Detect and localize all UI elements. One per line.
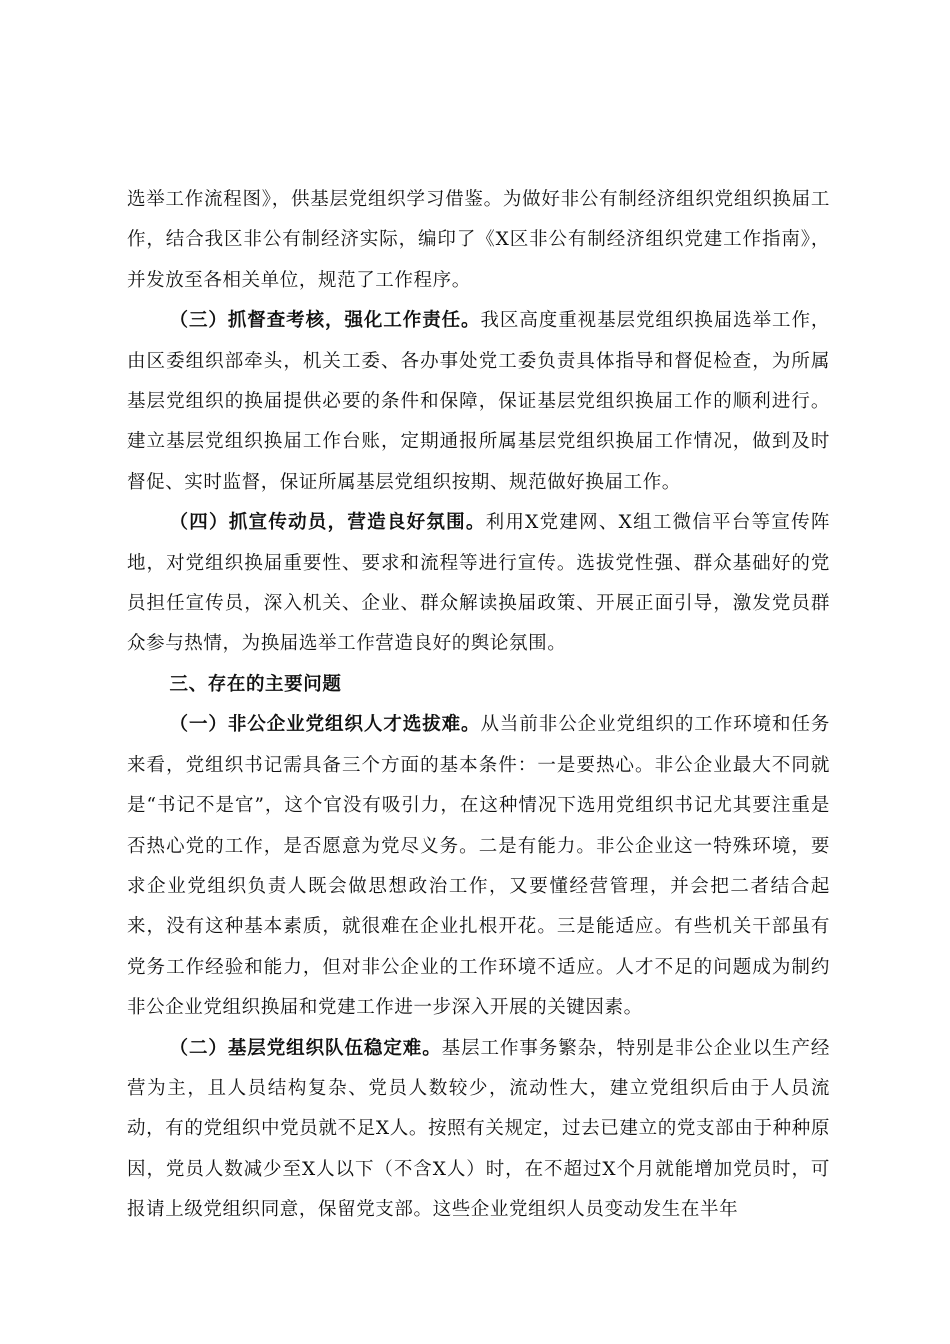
paragraph-text: 从当前非公企业党组织的工作环境和任务来看，党组织书记需具备三个方面的基本条件：一是要热心。非公企业最大不同就是“书记不是官”，这个官没有吸引力，在这种情况下选用党组织书记尤其要注重是否热心党的工作，是否愿意为党尽义务。二是有能力。非公企业这一特殊环境，要求企业党组织负责人既会做思想政治工作，又要懂经营管理，并会把二者结合起来，没有这种基本素质，就很难在企业扎根开花。三是能适应。有些机关干部虽有党务工作经验和能力，但对非公企业的工作环境不适应。人才不足的问题成为制约非公企业党组织换届和党建工作进一步深入开展的关键因素。 <box>127 714 830 1019</box>
paragraph-problem-talent <box>127 705 830 1028</box>
document-page <box>127 180 830 1231</box>
paragraph-publicity <box>127 503 830 665</box>
paragraph-lead: （四）抓宣传动员，营造良好氛围。 <box>169 512 486 534</box>
paragraph-lead: （二）基层党组织队伍稳定难。 <box>169 1037 442 1059</box>
section-heading: 三、存在的主要问题 <box>169 673 342 695</box>
paragraph-text: 基层工作事务繁杂，特别是非公企业以生产经营为主，且人员结构复杂、党员人数较少，流动性大，建立党组织后由于人员流动，有的党组织中党员就不足X人。按照有关规定，过去已建立的党支部由于种种原因，党员人数减少至X人以下（不含X人）时，在不超过X个月就能增加党员时，可报请上级党组织同意，保留党支部。这些企业党组织人员变动发生在半年 <box>127 1037 830 1221</box>
paragraph-workflow-continuation <box>127 180 830 301</box>
paragraph-text: 我区高度重视基层党组织换届选举工作，由区委组织部牵头，机关工委、各办事处党工委负责具体指导和督促检查，为所属基层党组织的换届提供必要的条件和保障，保证基层党组织换届工作的顺利进行。建立基层党组织换届工作台账，定期通报所属基层党组织换届工作情况，做到及时督促、实时监督，保证所属基层党组织按期、规范做好换届工作。 <box>127 310 830 493</box>
paragraph-text: 选举工作流程图》，供基层党组织学习借鉴。为做好非公有制经济组织党组织换届工作，结合我区非公有制经济实际，编印了《X区非公有制经济组织党建工作指南》，并发放至各相关单位，规范了工作程序。 <box>127 189 830 291</box>
paragraph-lead: （一）非公企业党组织人才选拔难。 <box>169 714 481 736</box>
paragraph-supervision <box>127 301 830 503</box>
paragraph-problem-stability <box>127 1029 830 1231</box>
paragraph-text: 利用X党建网、X组工微信平台等宣传阵地，对党组织换届重要性、要求和流程等进行宣传。选拔党性强、群众基础好的党员担任宣传员，深入机关、企业、群众解读换届政策、开展正面引导，激发党员群众参与热情，为换届选举工作营造良好的舆论氛围。 <box>127 512 830 655</box>
paragraph-lead: （三）抓督查考核，强化工作责任。 <box>169 310 481 332</box>
